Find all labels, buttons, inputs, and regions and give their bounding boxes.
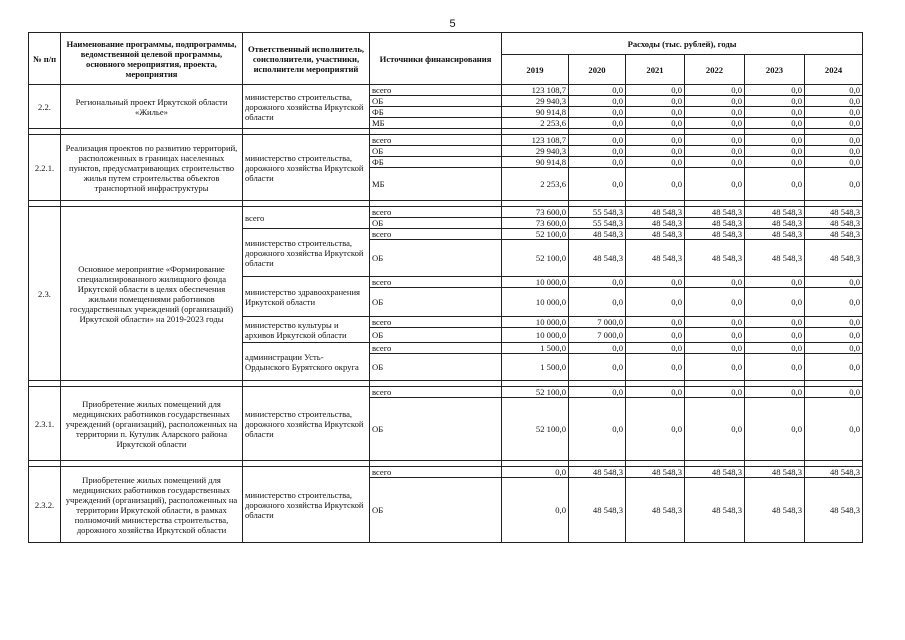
funding-source: ОБ [370,96,502,107]
value-cell: 48 548,3 [805,240,863,277]
funding-source: всего [370,85,502,96]
value-cell: 0,0 [626,317,685,328]
value-cell: 0,0 [626,107,685,118]
value-cell: 0,0 [805,168,863,201]
value-cell: 48 548,3 [685,478,745,543]
value-cell: 48 548,3 [805,207,863,218]
funding-source: всего [370,317,502,328]
row-number: 2.3.2. [29,467,61,543]
row-responsible: министерство строительства, дорожного хозяйства Иркутской области [243,229,370,277]
value-cell: 48 548,3 [569,467,626,478]
value-cell: 48 548,3 [805,478,863,543]
value-cell: 0,0 [805,118,863,129]
value-cell: 48 548,3 [626,229,685,240]
value-cell: 0,0 [745,328,805,343]
header-name: Наименование программы, подпрограммы, ведомственной целевой программы, основного мероприятия, проекта, мероприятия [61,33,243,85]
value-cell: 0,0 [685,157,745,168]
row-number: 2.2. [29,85,61,129]
value-cell: 1 500,0 [502,343,569,354]
value-cell: 0,0 [745,107,805,118]
value-cell: 0,0 [745,354,805,381]
value-cell: 0,0 [745,317,805,328]
value-cell: 0,0 [626,157,685,168]
value-cell: 0,0 [626,387,685,398]
funding-source: МБ [370,168,502,201]
page-number: 5 [449,18,456,30]
value-cell: 0,0 [745,398,805,461]
value-cell: 0,0 [745,277,805,288]
value-cell: 48 548,3 [745,218,805,229]
value-cell: 10 000,0 [502,277,569,288]
value-cell: 29 940,3 [502,96,569,107]
row-responsible: администрации Усть-Ордынского Бурятского округа [243,343,370,381]
funding-source: всего [370,467,502,478]
value-cell: 0,0 [745,85,805,96]
funding-source: ОБ [370,398,502,461]
header-year: 2022 [685,55,745,85]
value-cell: 0,0 [569,398,626,461]
value-cell: 0,0 [626,146,685,157]
value-cell: 0,0 [745,157,805,168]
value-cell: 52 100,0 [502,240,569,277]
value-cell: 48 548,3 [569,229,626,240]
row-responsible: министерство строительства, дорожного хозяйства Иркутской области [243,135,370,201]
value-cell: 0,0 [569,135,626,146]
value-cell: 0,0 [805,398,863,461]
value-cell: 0,0 [685,85,745,96]
value-cell: 48 548,3 [626,240,685,277]
value-cell: 0,0 [626,288,685,317]
table-row [29,135,863,146]
value-cell: 0,0 [685,288,745,317]
value-cell: 29 940,3 [502,146,569,157]
value-cell: 0,0 [685,354,745,381]
value-cell: 0,0 [745,288,805,317]
funding-source: всего [370,277,502,288]
value-cell: 2 253,6 [502,118,569,129]
funding-source: ОБ [370,354,502,381]
value-cell: 48 548,3 [745,240,805,277]
value-cell: 73 600,0 [502,218,569,229]
value-cell: 10 000,0 [502,317,569,328]
value-cell: 0,0 [805,107,863,118]
value-cell: 123 108,7 [502,135,569,146]
row-responsible: министерство здравоохранения Иркутской области [243,277,370,317]
value-cell: 52 100,0 [502,229,569,240]
row-name: Основное мероприятие «Формирование специализированного жилищного фонда Иркутской области в целях обеспечения жильми помещениями работников государственных учреждений (организаций) Иркутской области» на 2019-2023 годы [61,207,243,381]
header-year: 2024 [805,55,863,85]
value-cell: 0,0 [569,107,626,118]
funding-source: ОБ [370,288,502,317]
row-responsible: всего [243,207,370,229]
value-cell: 0,0 [626,343,685,354]
table-row [29,387,863,398]
funding-source: ФБ [370,157,502,168]
value-cell: 48 548,3 [685,467,745,478]
value-cell: 48 548,3 [745,207,805,218]
funding-source: МБ [370,118,502,129]
value-cell: 0,0 [685,387,745,398]
value-cell: 0,0 [685,398,745,461]
row-number: 2.3.1. [29,387,61,461]
value-cell: 0,0 [745,168,805,201]
value-cell: 0,0 [685,317,745,328]
value-cell: 73 600,0 [502,207,569,218]
value-cell: 0,0 [569,343,626,354]
value-cell: 0,0 [685,343,745,354]
value-cell: 0,0 [626,168,685,201]
value-cell: 1 500,0 [502,354,569,381]
value-cell: 90 914,8 [502,157,569,168]
value-cell: 2 253,6 [502,168,569,201]
value-cell: 0,0 [626,328,685,343]
value-cell: 48 548,3 [685,229,745,240]
value-cell: 0,0 [569,288,626,317]
value-cell: 7 000,0 [569,328,626,343]
value-cell: 55 548,3 [569,207,626,218]
value-cell: 0,0 [569,118,626,129]
row-name: Приобретение жилых помещений для медицинских работников государственных учреждений (организаций), расположенных на территории Иркутской области, в рамках полномочий министерства строительства, дорожного хозяйства Иркутской области [61,467,243,543]
budget-table [28,32,863,543]
value-cell: 0,0 [569,168,626,201]
header-year: 2023 [745,55,805,85]
value-cell: 48 548,3 [745,467,805,478]
row-responsible: министерство культуры и архивов Иркутской области [243,317,370,343]
header-year: 2021 [626,55,685,85]
value-cell: 0,0 [805,277,863,288]
value-cell: 0,0 [569,96,626,107]
header-year: 2019 [502,55,569,85]
value-cell: 0,0 [805,317,863,328]
value-cell: 0,0 [805,85,863,96]
value-cell: 0,0 [805,354,863,381]
value-cell: 0,0 [685,118,745,129]
funding-source: ОБ [370,146,502,157]
value-cell: 0,0 [626,398,685,461]
value-cell: 48 548,3 [626,467,685,478]
funding-source: ОБ [370,218,502,229]
value-cell: 0,0 [805,387,863,398]
funding-source: ОБ [370,240,502,277]
value-cell: 0,0 [685,107,745,118]
row-number: 2.3. [29,207,61,381]
value-cell: 0,0 [569,277,626,288]
header-num: № п/п [29,33,61,85]
value-cell: 0,0 [745,118,805,129]
value-cell: 0,0 [626,96,685,107]
value-cell: 48 548,3 [745,478,805,543]
row-number: 2.2.1. [29,135,61,201]
value-cell: 48 548,3 [626,218,685,229]
value-cell: 0,0 [685,135,745,146]
row-responsible: министерство строительства, дорожного хозяйства Иркутской области [243,85,370,129]
value-cell: 0,0 [805,135,863,146]
value-cell: 0,0 [569,387,626,398]
value-cell: 0,0 [502,478,569,543]
value-cell: 0,0 [569,146,626,157]
value-cell: 48 548,3 [805,467,863,478]
value-cell: 7 000,0 [569,317,626,328]
value-cell: 0,0 [805,343,863,354]
row-responsible: министерство строительства, дорожного хозяйства Иркутской области [243,467,370,543]
value-cell: 0,0 [685,146,745,157]
value-cell: 0,0 [502,467,569,478]
value-cell: 0,0 [569,85,626,96]
header-year: 2020 [569,55,626,85]
value-cell: 123 108,7 [502,85,569,96]
value-cell: 0,0 [685,277,745,288]
header-sources: Источники финансирования [370,33,502,85]
value-cell: 48 548,3 [685,207,745,218]
value-cell: 0,0 [626,135,685,146]
value-cell: 0,0 [745,343,805,354]
value-cell: 48 548,3 [569,478,626,543]
value-cell: 48 548,3 [685,240,745,277]
value-cell: 52 100,0 [502,387,569,398]
value-cell: 0,0 [805,288,863,317]
row-name: Приобретение жилых помещений для медицинских работников государственных учреждений (организаций), расположенных на территории п. Кутулик Аларского района Иркутской области [61,387,243,461]
value-cell: 0,0 [685,168,745,201]
value-cell: 0,0 [626,85,685,96]
value-cell: 48 548,3 [745,229,805,240]
funding-source: ОБ [370,478,502,543]
value-cell: 52 100,0 [502,398,569,461]
funding-source: всего [370,207,502,218]
table-row [29,207,863,218]
value-cell: 90 914,8 [502,107,569,118]
value-cell: 0,0 [745,146,805,157]
row-name: Региональный проект Иркутской области «Жилье» [61,85,243,129]
value-cell: 48 548,3 [805,218,863,229]
value-cell: 0,0 [745,135,805,146]
value-cell: 48 548,3 [569,240,626,277]
value-cell: 10 000,0 [502,288,569,317]
header-expenses: Расходы (тыс. рублей), годы [502,33,863,55]
value-cell: 0,0 [745,387,805,398]
value-cell: 0,0 [745,96,805,107]
value-cell: 0,0 [626,118,685,129]
funding-source: всего [370,343,502,354]
value-cell: 0,0 [685,96,745,107]
value-cell: 0,0 [805,146,863,157]
value-cell: 0,0 [626,354,685,381]
value-cell: 55 548,3 [569,218,626,229]
value-cell: 0,0 [626,277,685,288]
value-cell: 48 548,3 [626,207,685,218]
value-cell: 0,0 [805,328,863,343]
funding-source: всего [370,387,502,398]
row-name: Реализация проектов по развитию территорий, расположенных в границах населенных пунктов, предусматривающих строительство жилья путем строительства объектов транспортной инфраструктуры [61,135,243,201]
funding-source: всего [370,135,502,146]
row-responsible: министерство строительства, дорожного хозяйства Иркутской области [243,387,370,461]
value-cell: 0,0 [805,96,863,107]
value-cell: 48 548,3 [685,218,745,229]
value-cell: 48 548,3 [626,478,685,543]
header-responsible: Ответственный исполнитель, соисполнители, участники, исполнители мероприятий [243,33,370,85]
value-cell: 0,0 [569,354,626,381]
value-cell: 0,0 [685,328,745,343]
value-cell: 0,0 [569,157,626,168]
funding-source: ОБ [370,328,502,343]
value-cell: 48 548,3 [805,229,863,240]
funding-source: всего [370,229,502,240]
value-cell: 10 000,0 [502,328,569,343]
table-row [29,85,863,96]
table-row [29,467,863,478]
value-cell: 0,0 [805,157,863,168]
funding-source: ФБ [370,107,502,118]
